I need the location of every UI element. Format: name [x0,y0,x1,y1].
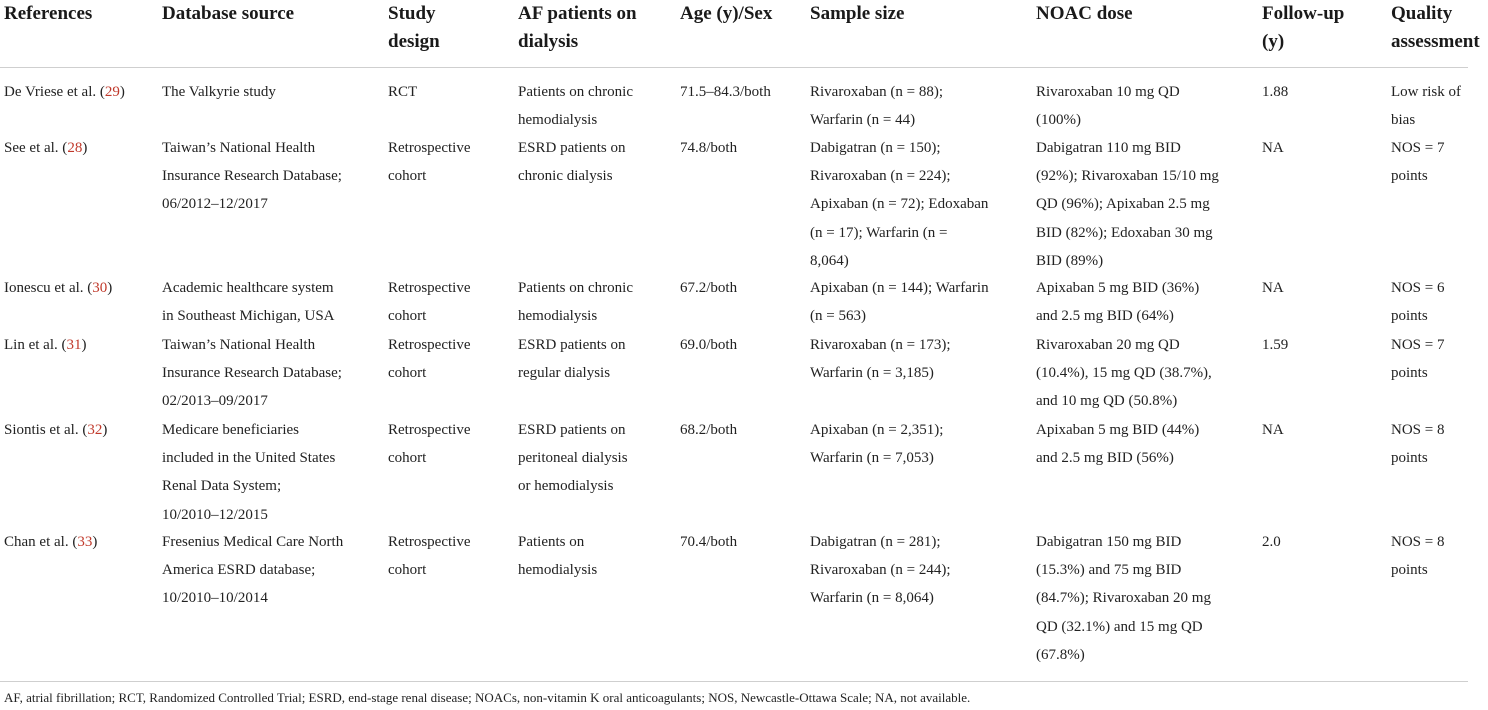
reference-link[interactable]: 33 [77,534,93,550]
header-af-patients: AF patients on dialysis [518,3,637,52]
cell-design: Retrospective cohort [388,534,471,579]
cell-dose: Rivaroxaban 10 mg QD (100%) [1036,84,1180,129]
cell-age: 71.5–84.3/both [680,84,771,100]
cell-design: Retrospective cohort [388,422,471,467]
cell-reference: De Vriese et al. (29) [4,84,125,100]
cell-database: Taiwan’s National Health Insurance Research Database; 02/2013–09/2017 [162,337,342,410]
cell-sample: Rivaroxaban (n = 173); Warfarin (n = 3,185) [810,337,951,382]
header-noac-dose: NOAC dose [1036,3,1133,24]
cell-quality: Low risk of bias [1391,84,1461,129]
cell-sample: Apixaban (n = 2,351); Warfarin (n = 7,053) [810,422,944,467]
cell-design: RCT [388,84,418,100]
cell-design: Retrospective cohort [388,140,471,185]
cell-patients: Patients on hemodialysis [518,534,598,579]
cell-age: 74.8/both [680,140,738,156]
cell-design: Retrospective cohort [388,337,471,382]
reference-link[interactable]: 30 [92,280,108,296]
cell-age: 69.0/both [680,337,738,353]
cell-followup: 1.59 [1262,337,1289,353]
cell-patients: Patients on chronic hemodialysis [518,84,633,129]
cell-reference: Siontis et al. (32) [4,422,108,438]
cell-age: 68.2/both [680,422,738,438]
cell-reference: See et al. (28) [4,140,88,156]
header-follow-up: Follow-up (y) [1262,3,1345,52]
cell-followup: NA [1262,140,1284,156]
cell-reference: Chan et al. (33) [4,534,98,550]
cell-patients: ESRD patients on chronic dialysis [518,140,626,185]
reference-link[interactable]: 28 [67,140,83,156]
header-sample-size: Sample size [810,3,905,24]
cell-design: Retrospective cohort [388,280,471,325]
cell-patients: Patients on chronic hemodialysis [518,280,633,325]
cell-quality: NOS = 8 points [1391,422,1445,467]
cell-quality: NOS = 8 points [1391,534,1445,579]
cell-followup: NA [1262,280,1284,296]
cell-database: Fresenius Medical Care North America ESRD database; 10/2010–10/2014 [162,534,344,607]
cell-sample: Dabigatran (n = 281); Rivaroxaban (n = 244); Warfarin (n = 8,064) [810,534,951,607]
cell-followup: NA [1262,422,1284,438]
header-references: References [4,3,93,24]
cell-database: Academic healthcare system in Southeast Michigan, USA [162,280,335,325]
cell-dose: Dabigatran 110 mg BID (92%); Rivaroxaban 15/10 mg QD (96%); Apixaban 2.5 mg BID (82%); Edoxaban 30 mg BID (89%) [1036,140,1219,269]
header-quality-assessment: Quality assessment [1391,3,1480,52]
table-bottom-divider [0,681,1468,682]
cell-age: 70.4/both [680,534,738,550]
cell-sample: Apixaban (n = 144); Warfarin (n = 563) [810,280,989,325]
cell-reference: Lin et al. (31) [4,337,87,353]
cell-dose: Dabigatran 150 mg BID (15.3%) and 75 mg BID (84.7%); Rivaroxaban 20 mg QD (32.1%) and 15 mg QD (67.8%) [1036,534,1211,663]
header-database-source: Database source [162,3,295,24]
cell-reference: Ionescu et al. (30) [4,280,113,296]
reference-link[interactable]: 29 [104,84,120,100]
cell-followup: 1.88 [1262,84,1289,100]
table-footnote: AF, atrial fibrillation; RCT, Randomized Controlled Trial; ESRD, end-stage renal disease; NOACs, non-vitamin K oral anticoagulants; NOS, Newcastle-Ottawa Scale; NA, not available. [4,690,971,705]
cell-quality: NOS = 7 points [1391,337,1445,382]
cell-patients: ESRD patients on regular dialysis [518,337,626,382]
cell-age: 67.2/both [680,280,738,296]
cell-quality: NOS = 7 points [1391,140,1445,185]
cell-quality: NOS = 6 points [1391,280,1445,325]
cell-database: The Valkyrie study [162,84,276,100]
cell-sample: Rivaroxaban (n = 88); Warfarin (n = 44) [810,84,944,129]
cell-database: Taiwan’s National Health Insurance Research Database; 06/2012–12/2017 [162,140,342,213]
header-study-design: Study design [388,3,440,52]
reference-link[interactable]: 31 [66,337,82,353]
cell-followup: 2.0 [1262,534,1281,550]
cell-patients: ESRD patients on peritoneal dialysis or hemodialysis [518,422,628,495]
cell-dose: Apixaban 5 mg BID (44%) and 2.5 mg BID (56%) [1036,422,1200,467]
header-age-sex: Age (y)/Sex [680,3,773,24]
cell-database: Medicare beneficiaries included in the United States Renal Data System; 10/2010–12/2015 [162,422,336,523]
cell-sample: Dabigatran (n = 150); Rivaroxaban (n = 224); Apixaban (n = 72); Edoxaban (n = 17); Warfarin (n = 8,064) [810,140,989,269]
cell-dose: Apixaban 5 mg BID (36%) and 2.5 mg BID (64%) [1036,280,1200,325]
cell-dose: Rivaroxaban 20 mg QD (10.4%), 15 mg QD (38.7%), and 10 mg QD (50.8%) [1036,337,1212,410]
reference-link[interactable]: 32 [87,422,103,438]
header-divider [0,67,1468,68]
